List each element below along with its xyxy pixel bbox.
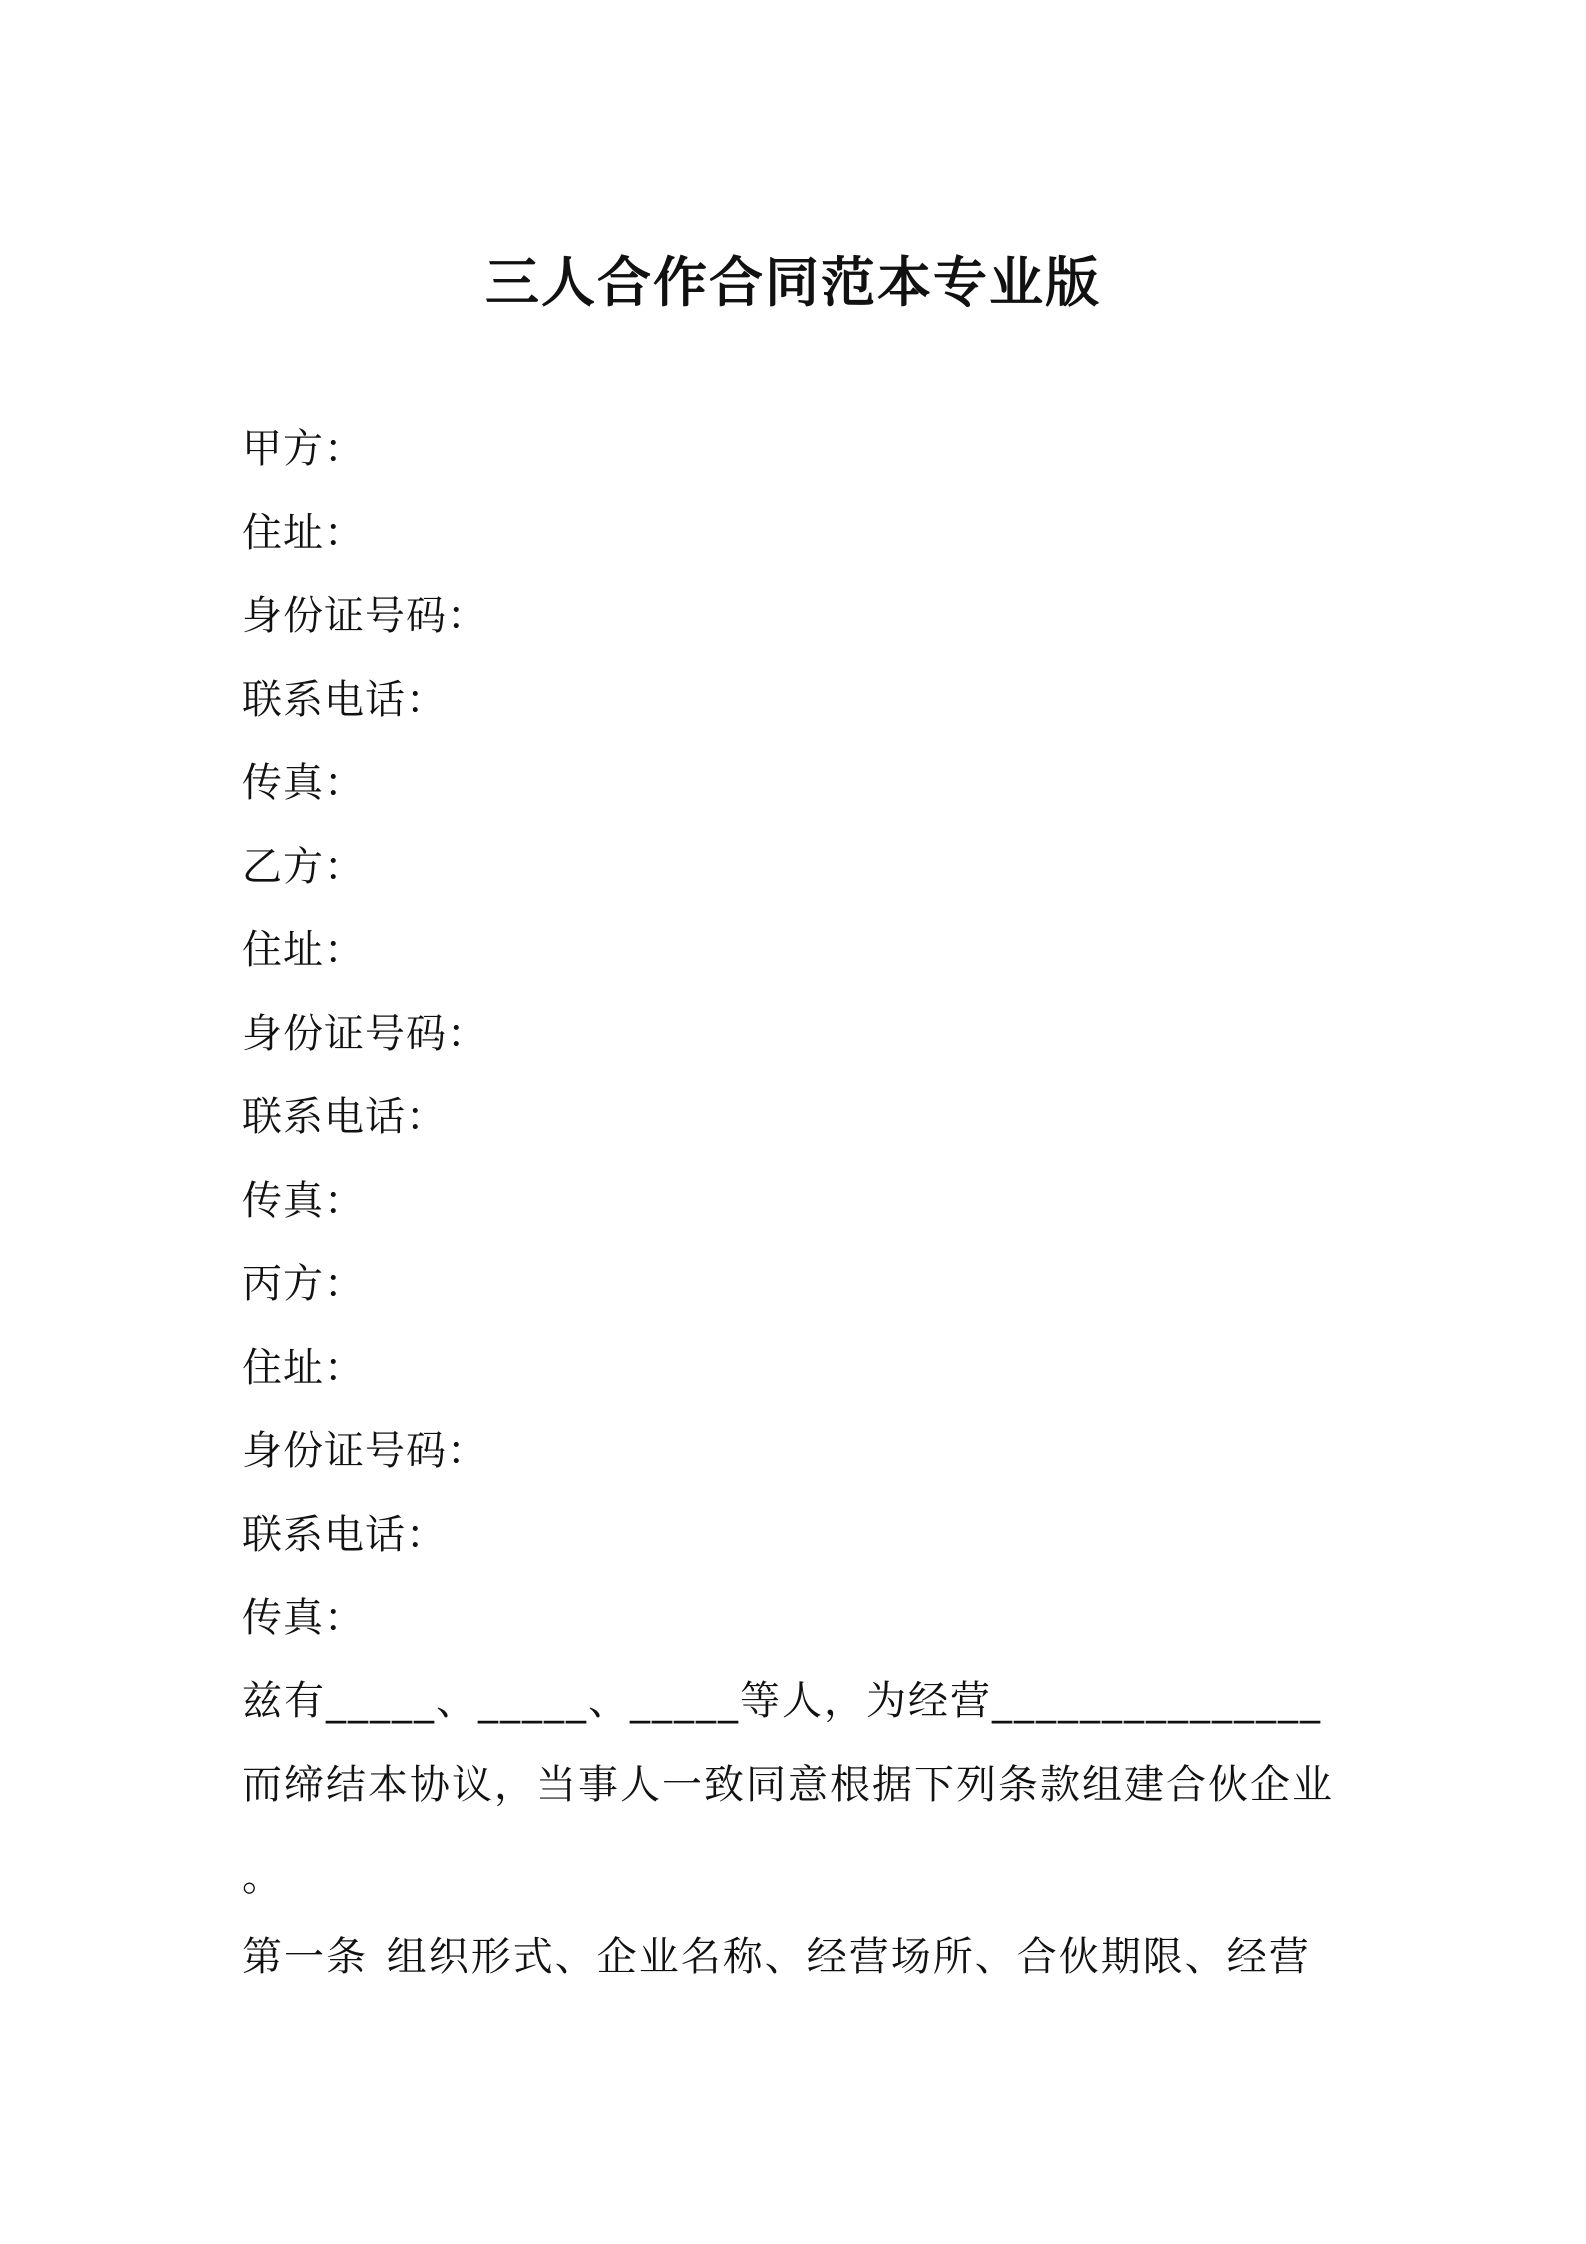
intro-paragraph-line-1: 兹有_____、_____、_____等人，为经营_______________: [242, 1678, 1322, 1724]
party-a-label: 甲方：: [242, 426, 365, 472]
party-b-label: 乙方：: [242, 843, 365, 890]
party-c-address-label: 住址：: [242, 1344, 365, 1391]
intro-paragraph-line-2: 而缔结本协议，当事人一致同意根据下列条款组建合伙企业: [242, 1762, 1334, 1808]
party-c-fax-label: 传真：: [242, 1595, 365, 1641]
party-a-phone-label: 联系电话：: [242, 676, 447, 723]
party-c-phone-label: 联系电话：: [242, 1511, 447, 1558]
party-a-address-label: 住址：: [242, 509, 365, 556]
party-info-block: [242, 408, 1362, 1661]
article-1-heading: 第一条 组织形式、企业名称、经营场所、合伙期限、经营: [242, 1934, 1311, 1980]
party-c-label: 丙方：: [242, 1261, 365, 1307]
party-b-address-label: 住址：: [242, 927, 365, 973]
document-title: 三人合作合同范本专业版: [485, 251, 1101, 314]
party-b-id-label: 身份证号码：: [242, 1010, 488, 1057]
party-b-phone-label: 联系电话：: [242, 1094, 447, 1140]
party-a-fax-label: 传真：: [242, 760, 365, 806]
party-c-id-label: 身份证号码：: [242, 1428, 488, 1474]
party-b-fax-label: 传真：: [242, 1177, 365, 1224]
party-a-id-label: 身份证号码：: [242, 593, 488, 639]
intro-paragraph-line-3: 。: [242, 1854, 284, 1900]
